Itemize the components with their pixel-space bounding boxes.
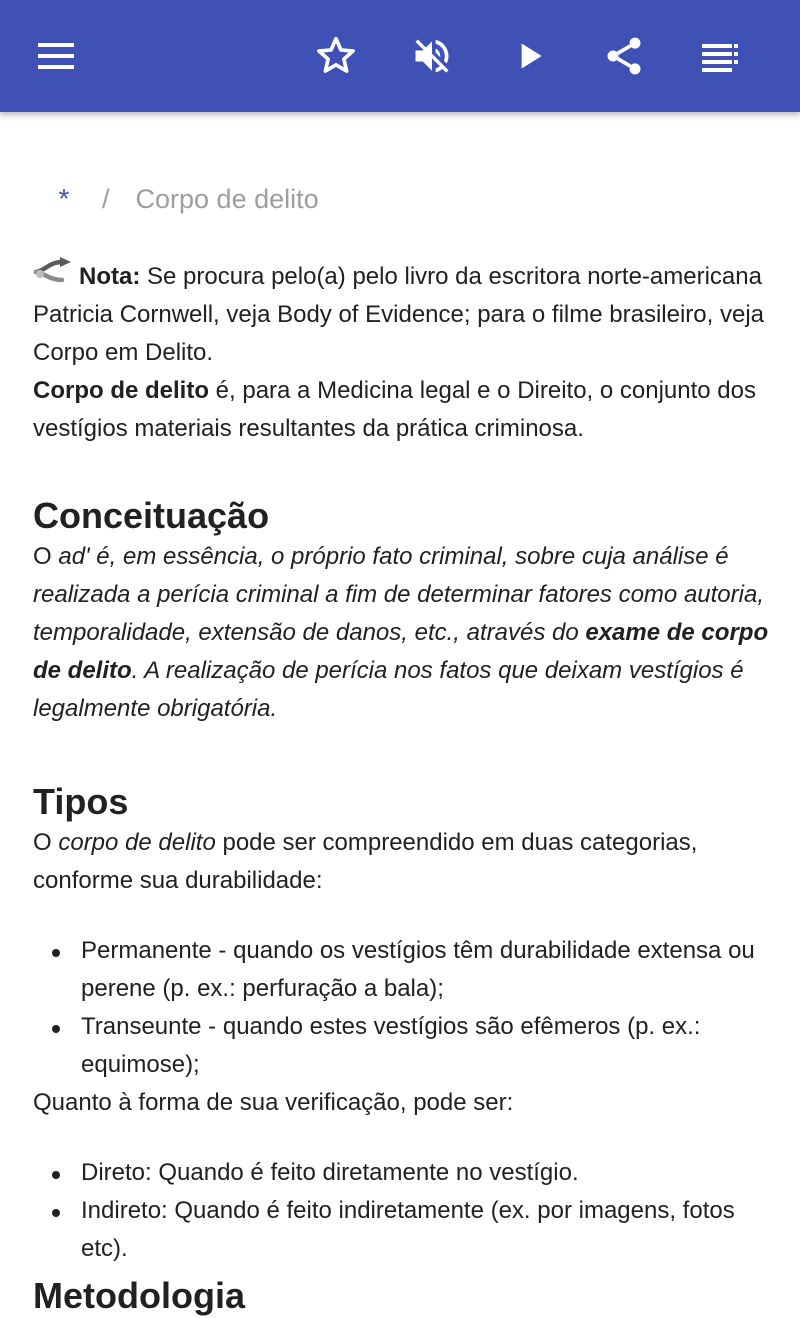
section-heading-metodologia: Metodologia — [33, 1275, 245, 1316]
note-text: Se procura pelo(a) pelo livro da escritora norte-americana Patricia Cornwell, veja Body of Evidence; para o filme brasileiro, veja Corpo em Delito. — [33, 263, 765, 366]
playlist-icon — [700, 36, 740, 76]
breadcrumb-current: Corpo de delito — [135, 183, 319, 214]
section-heading-tipos: Tipos — [33, 781, 129, 822]
tipos-italic-term: corpo de delito — [58, 829, 216, 856]
section-heading-conceituacao: Conceituação — [33, 495, 270, 536]
play-button[interactable] — [498, 24, 562, 88]
article-body — [33, 258, 778, 1316]
menu-icon — [36, 36, 76, 76]
durability-list — [33, 932, 778, 1084]
intro-text: é, para a Medicina legal e o Direito, o conjunto dos vestígios materiais resultantes da prática criminosa. — [33, 377, 756, 442]
tipos-paragraph — [33, 824, 778, 900]
conceituacao-italic-b: . A realização de perícia nos fatos que deixam vestígios é legalmente obrigatória. — [33, 657, 744, 722]
intro-term: Corpo de delito — [33, 377, 209, 404]
breadcrumb-home-link[interactable]: * — [58, 183, 70, 214]
share-button[interactable] — [592, 24, 656, 88]
conceituacao-bold-term: exame de corpo de delito — [33, 619, 769, 684]
disambiguation-arrows-icon — [33, 258, 75, 286]
breadcrumb-separator: / — [102, 183, 110, 214]
verification-intro: Quanto à forma de sua verificação, pode ser: — [33, 1089, 514, 1116]
article-content — [0, 112, 800, 1316]
play-icon — [510, 36, 550, 76]
app-toolbar — [0, 0, 800, 112]
breadcrumb — [54, 182, 319, 216]
menu-button[interactable] — [24, 24, 88, 88]
conceituacao-paragraph — [33, 538, 778, 728]
list-item: Permanente - quando os vestígios têm durabilidade extensa ou perene (p. ex.: perfuração a bala); — [33, 932, 778, 1008]
tipos-text: pode ser compreendido em duas categorias, conforme sua durabilidade: — [33, 829, 698, 894]
verification-list — [33, 1154, 778, 1268]
next-heading-partial — [33, 1274, 778, 1316]
note-label: Nota: — [79, 263, 141, 290]
list-item: Transeunte - quando estes vestígios são efêmeros (p. ex.: equimose); — [33, 1008, 778, 1084]
share-icon — [602, 34, 646, 78]
disambiguation-note — [33, 258, 778, 372]
favorite-button[interactable] — [304, 24, 368, 88]
star-outline-icon — [314, 34, 358, 78]
contents-button[interactable] — [688, 24, 752, 88]
conceituacao-lead: O — [33, 543, 59, 570]
mute-button[interactable] — [400, 24, 464, 88]
list-item: Indireto: Quando é feito indiretamente (ex. por imagens, fotos etc). — [33, 1192, 778, 1268]
intro-paragraph — [33, 372, 778, 448]
list-item: Direto: Quando é feito diretamente no vestígio. — [33, 1154, 778, 1192]
volume-off-icon — [410, 34, 454, 78]
conceituacao-italic-a: ad' é, em essência, o próprio fato criminal, sobre cuja análise é realizada a perícia criminal a fim de determinar fatores como autoria, temporalidade, extensão de danos, etc., através do — [33, 543, 764, 646]
tipos-lead: O — [33, 829, 59, 856]
